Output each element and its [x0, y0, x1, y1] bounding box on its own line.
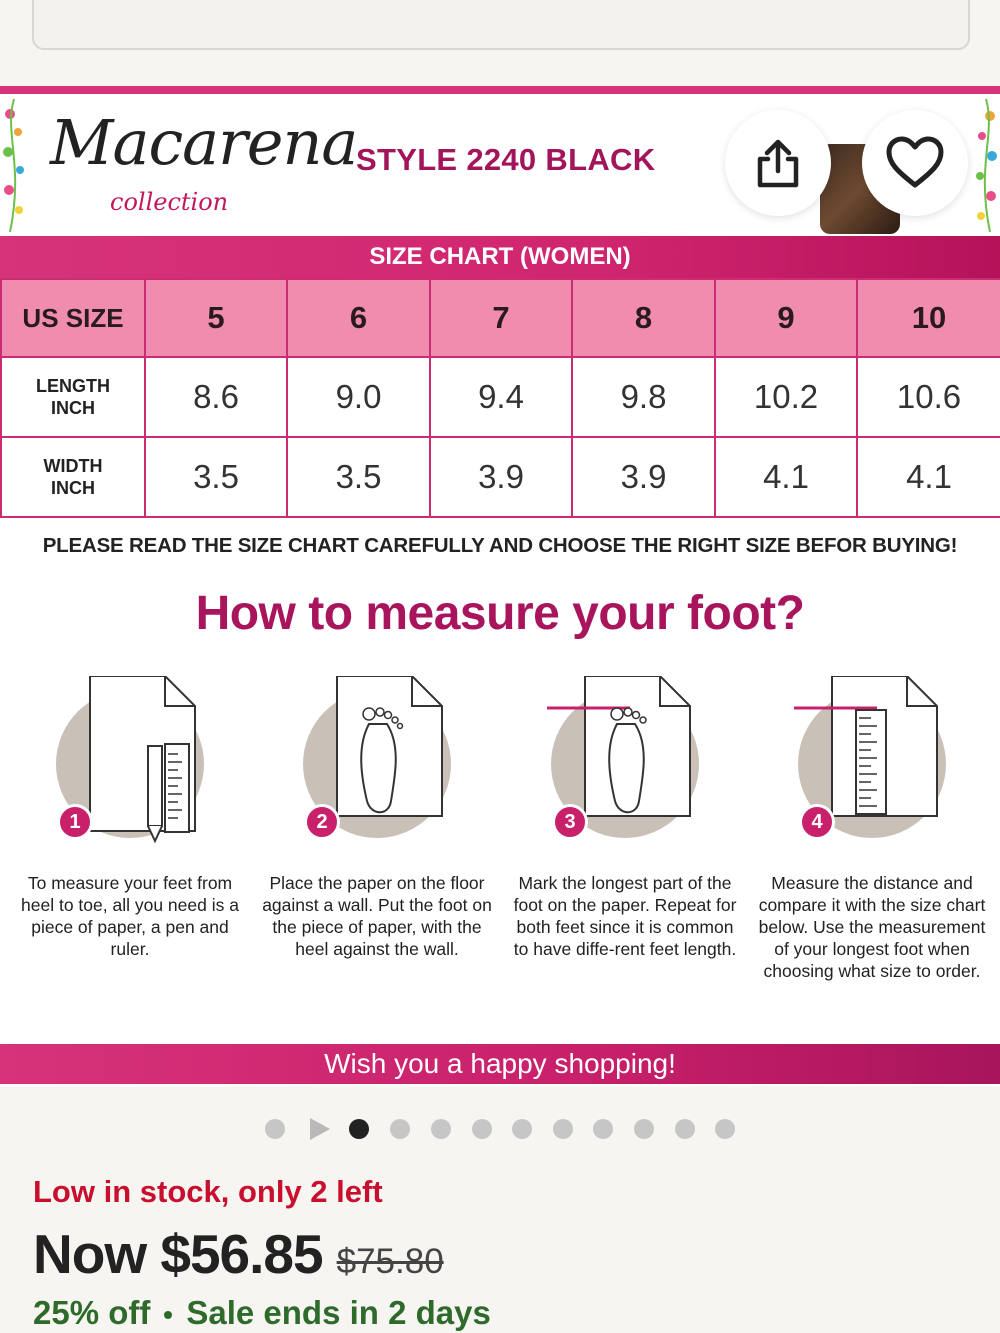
pager-dot[interactable] [675, 1119, 695, 1139]
brand-logo: Macarena collection [50, 106, 358, 216]
step-text: Place the paper on the floor against a wall. Put the foot on the piece of paper, with the heel against the wall. [262, 873, 492, 959]
pager-dot[interactable] [593, 1119, 613, 1139]
pager-dot[interactable] [634, 1119, 654, 1139]
table-header-cell: 6 [287, 279, 430, 357]
image-pager[interactable] [0, 1116, 1000, 1142]
table-cell: 3.5 [287, 437, 430, 517]
discount-label: 25% off [33, 1294, 151, 1331]
pager-dot[interactable] [512, 1119, 532, 1139]
separator-dot [164, 1311, 172, 1319]
size-chart-table [0, 278, 1000, 518]
sale-ends-label: Sale ends in 2 days [186, 1294, 491, 1331]
pager-dot[interactable] [715, 1119, 735, 1139]
size-chart-title: SIZE CHART (WOMEN) [0, 236, 1000, 278]
measure-step-2 [262, 676, 492, 1036]
stock-status: Low in stock, only 2 left [33, 1174, 383, 1209]
table-header-cell: 7 [430, 279, 572, 357]
floral-border-icon [970, 94, 1000, 236]
row-label: WIDTH INCH [1, 437, 145, 517]
table-cell: 9.0 [287, 357, 430, 437]
measure-step-1 [15, 676, 245, 1036]
share-button[interactable] [725, 110, 831, 216]
table-cell: 3.9 [572, 437, 715, 517]
top-field-box[interactable] [32, 0, 970, 50]
step-text: To measure your feet from heel to toe, all you need is a piece of paper, a pen and ruler. [21, 873, 239, 959]
pager-dot-active[interactable] [349, 1119, 369, 1139]
listing-image[interactable] [0, 86, 1000, 1086]
table-cell: 10.6 [857, 357, 1000, 437]
measure-step-3 [510, 676, 740, 1036]
table-cell: 9.4 [430, 357, 572, 437]
floral-border-icon [0, 94, 30, 236]
happy-shopping-banner: Wish you a happy shopping! [0, 1044, 1000, 1084]
table-cell: 4.1 [715, 437, 857, 517]
table-header-cell: 9 [715, 279, 857, 357]
measure-title: How to measure your foot? [195, 587, 805, 640]
favorite-button[interactable] [862, 110, 968, 216]
image-header [0, 94, 1000, 236]
step-number-badge: 3 [552, 804, 588, 840]
video-play-icon[interactable] [310, 1118, 330, 1140]
pager-dot[interactable] [265, 1119, 285, 1139]
original-price: $75.80 [336, 1242, 444, 1281]
step-text: Mark the longest part of the foot on the paper. Repeat for both feet since it is common to have diffe-rent feet length. [513, 873, 737, 959]
size-notice: PLEASE READ THE SIZE CHART CAREFULLY AND CHOOSE THE RIGHT SIZE BEFOR BUYING! [42, 534, 958, 557]
table-cell: 10.2 [715, 357, 857, 437]
table-cell: 9.8 [572, 357, 715, 437]
table-row [1, 357, 1000, 437]
step-number-badge: 4 [799, 804, 835, 840]
pager-dot[interactable] [390, 1119, 410, 1139]
price-row [33, 1222, 444, 1286]
table-header-cell: 8 [572, 279, 715, 357]
table-header-cell: 5 [145, 279, 287, 357]
table-cell: 4.1 [857, 437, 1000, 517]
row-label: LENGTH INCH [1, 357, 145, 437]
heart-icon [885, 135, 945, 191]
sale-info [33, 1294, 491, 1332]
table-cell: 8.6 [145, 357, 287, 437]
style-title: STYLE 2240 BLACK [356, 142, 656, 177]
current-price: Now $56.85 [33, 1223, 323, 1285]
pager-dot[interactable] [472, 1119, 492, 1139]
measure-step-4 [757, 676, 987, 1036]
pager-dot[interactable] [431, 1119, 451, 1139]
pager-dot[interactable] [553, 1119, 573, 1139]
table-header-cell: US SIZE [1, 279, 145, 357]
table-cell: 3.5 [145, 437, 287, 517]
step-text: Measure the distance and compare it with the size chart below. Use the measurement of your longest foot when choosing what size to order. [758, 873, 986, 981]
step-number-badge: 1 [57, 804, 93, 840]
table-header-cell: 10 [857, 279, 1000, 357]
size-header-row [1, 279, 1000, 357]
table-row [1, 437, 1000, 517]
share-icon [750, 135, 806, 191]
step-number-badge: 2 [304, 804, 340, 840]
table-cell: 3.9 [430, 437, 572, 517]
image-top-border [0, 86, 1000, 94]
